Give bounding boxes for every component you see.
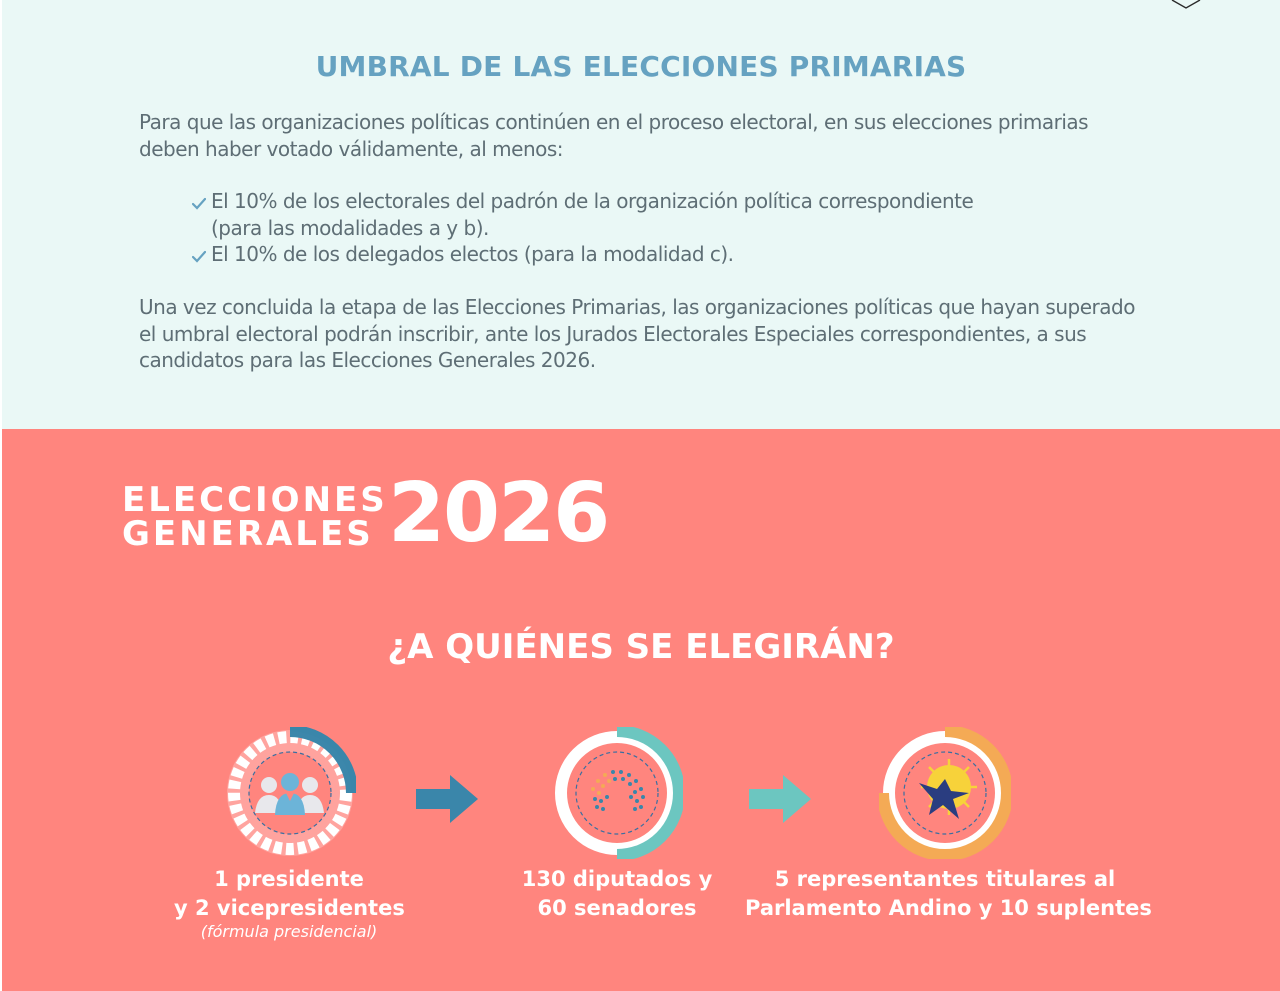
check-icon [192, 250, 206, 264]
shield-outline-icon [1168, 0, 1204, 12]
headline-line1: ELECCIONES [122, 480, 388, 520]
umbral-title: UMBRAL DE LAS ELECCIONES PRIMARIAS [315, 50, 967, 83]
caption-note: (fórmula presidencial) [200, 922, 378, 941]
umbral-section [2, 0, 1280, 429]
bullet-line-continued: (para las modalidades a y b). [211, 215, 489, 240]
caption-presidential [174, 865, 404, 941]
umbral-intro: Para que las organizaciones políticas continúen en el proceso electoral, en sus elecciones primarias deben haber votado válidamente, al menos: [139, 110, 1089, 161]
caption-line2: 60 senadores [537, 896, 697, 920]
check-icon [192, 197, 206, 211]
caption-andean-parliament [745, 865, 1152, 923]
caption-line2: Parlamento Andino y 10 suplentes [745, 896, 1152, 920]
headline-label [122, 480, 388, 554]
caption-line2: y 2 vicepresidentes [174, 896, 405, 920]
caption-congress [502, 865, 732, 923]
bullet-line: El 10% de los delegados electos (para la modalidad c). [211, 242, 734, 266]
caption-line1: 5 representantes titulares al [774, 867, 1116, 891]
congress-icon [551, 727, 683, 859]
umbral-bullet-list [192, 188, 1031, 268]
list-item [192, 188, 1031, 241]
bullet-line: El 10% de los electorales del padrón de la organización política correspondiente [211, 189, 974, 213]
headline-line2: GENERALES [122, 514, 374, 554]
headline-year: 2026 [388, 466, 609, 561]
caption-line1: 130 diputados y [521, 867, 713, 891]
question-heading: ¿A QUIÉNES SE ELEGIRÁN? [387, 627, 895, 667]
generales-section [2, 429, 1280, 991]
people-icon [224, 727, 356, 859]
list-item [192, 241, 1031, 268]
caption-line1: 1 presidente [214, 867, 364, 891]
arrow-right-icon [416, 775, 478, 823]
andean-parliament-icon [879, 727, 1011, 859]
arrow-right-icon [749, 775, 811, 823]
umbral-closing: Una vez concluida la etapa de las Elecciones Primarias, las organizaciones políticas que hayan superado el umbral electoral podrán inscribir, ante los Jurados Electorales Especiales correspondientes, a sus candidatos para las Elecciones Generales 2026. [139, 295, 1135, 372]
